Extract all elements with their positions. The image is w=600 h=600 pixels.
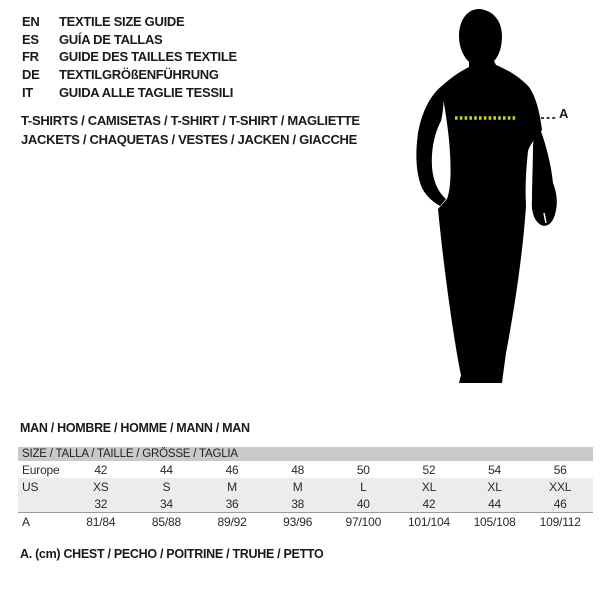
- language-row: [22, 48, 237, 66]
- size-cell: 101/104: [407, 514, 450, 529]
- size-table: [18, 447, 593, 530]
- size-cell: 46: [225, 462, 239, 477]
- size-cell: 50: [356, 462, 370, 477]
- size-cell: M: [292, 479, 303, 494]
- size-cell: 97/100: [345, 514, 382, 529]
- category-jackets: JACKETS / CHAQUETAS / VESTES / JACKEN / GIACCHE: [21, 132, 357, 147]
- size-cell: S: [162, 479, 171, 494]
- row-label: US: [22, 479, 39, 494]
- size-cell: 34: [159, 496, 173, 511]
- silhouette-right-arm: [532, 123, 557, 226]
- language-code: DE: [22, 67, 40, 83]
- measurement-footnote: A. (cm) CHEST / PECHO / POITRINE / TRUHE / PETTO: [20, 547, 324, 561]
- language-label: GUIDE DES TAILLES TEXTILE: [59, 49, 237, 65]
- size-cell: 81/84: [86, 514, 116, 529]
- language-list: [22, 13, 237, 102]
- category-titles: [21, 111, 360, 149]
- language-row: [22, 84, 237, 102]
- language-label: GUIDA ALLE TAGLIE TESSILI: [59, 84, 234, 100]
- size-cell: 44: [159, 462, 173, 477]
- language-code: IT: [22, 84, 33, 100]
- size-cell: 93/96: [283, 514, 313, 529]
- size-cell: 32: [94, 496, 108, 511]
- size-cell: 42: [94, 462, 108, 477]
- row-label: Europe: [22, 462, 60, 477]
- size-cell: 38: [291, 496, 305, 511]
- row-label: A: [22, 514, 30, 529]
- size-cell: 109/112: [539, 514, 581, 529]
- size-cell: 89/92: [217, 514, 247, 529]
- table-row-numeric: [18, 495, 593, 512]
- size-cell: XXL: [549, 479, 572, 494]
- language-code: EN: [22, 14, 40, 29]
- language-row: [22, 66, 237, 84]
- language-label: GUÍA DE TALLAS: [59, 31, 163, 47]
- language-label: TEXTILGRÖßENFÜHRUNG: [59, 67, 219, 83]
- size-cell: 56: [553, 462, 567, 477]
- language-code: ES: [22, 31, 39, 47]
- table-row-europe: [18, 461, 593, 478]
- size-table-header: SIZE / TALLA / TAILLE / GRÖSSE / TAGLIA: [18, 447, 593, 461]
- table-row-chest-cm: [18, 512, 593, 530]
- section-title: MAN / HOMBRE / HOMME / MANN / MAN: [20, 421, 250, 435]
- size-cell: 46: [553, 496, 567, 511]
- measure-label-a: A: [559, 106, 569, 121]
- language-code: FR: [22, 49, 39, 65]
- silhouette-left-arm: [416, 85, 446, 206]
- size-cell: 42: [422, 496, 436, 511]
- size-cell: 85/88: [151, 514, 181, 529]
- language-label: TEXTILE SIZE GUIDE: [59, 14, 185, 29]
- size-cell: 52: [422, 462, 436, 477]
- size-cell: XL: [421, 479, 437, 494]
- language-row: [22, 31, 237, 49]
- size-cell: 54: [488, 462, 502, 477]
- size-cell: 40: [356, 496, 370, 511]
- size-cell: XS: [93, 479, 109, 494]
- language-row: [22, 13, 237, 31]
- category-tshirts: T-SHIRTS / CAMISETAS / T-SHIRT / T-SHIRT / MAGLIETTE: [21, 113, 360, 128]
- size-cell: XL: [487, 479, 502, 494]
- size-cell: 36: [225, 496, 239, 511]
- size-cell: 105/108: [473, 514, 516, 529]
- silhouette-body: [438, 9, 542, 383]
- table-row-us: [18, 478, 593, 495]
- size-cell: L: [360, 479, 367, 494]
- size-cell: 48: [291, 462, 305, 477]
- man-silhouette-figure: [405, 3, 580, 393]
- man-silhouette-svg: [405, 3, 580, 393]
- size-cell: 44: [488, 496, 502, 511]
- size-cell: M: [227, 479, 237, 494]
